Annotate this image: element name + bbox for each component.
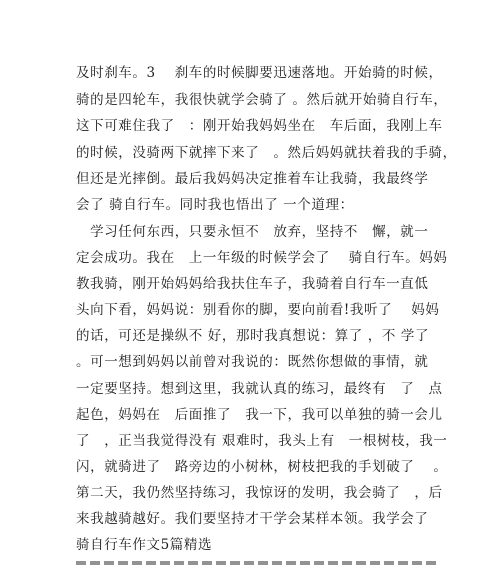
text-line: 。可一想到妈妈以前曾对我说的：既然你想做的事情，就 (76, 354, 429, 370)
text-line: 头向下看，妈妈说：别看你的脚，要向前看!我听了 妈妈 (76, 302, 440, 318)
text-line: 了 ，正当我觉得没有 艰难时，我头上有 一根树枝，我一 (76, 433, 448, 449)
text-line: 会了 骑自行车。同时我也悟出了 一个道理： (76, 197, 354, 213)
text-line: 闪，就骑进了 路旁边的小树林，树枝把我的手划破了 。 (76, 459, 448, 475)
text-line: 一定要坚持。想到这里，我就认真的练习，最终有 了 点 (76, 381, 443, 397)
text-line: 来我越骑越好。我们要坚持才干学会某样本领。我学会了 (76, 511, 429, 527)
text-line: 第二天，我仍然坚持练习，我惊讶的发明，我会骑了 ，后 (76, 485, 443, 501)
clipped-next-line (76, 558, 436, 566)
text-line: 学习任何东西，只要永恒不 放弃，坚持不 懈，就一 (76, 224, 429, 240)
text-line: 但还是光摔倒。最后我妈妈决定推着车让我骑，我最终学 (76, 171, 429, 187)
text-line: 定会成功。我在 上一年级的时候学会了 骑自行车。妈妈 (76, 250, 448, 266)
text-line: 骑的是四轮车，我很快就学会骑了 。然后就开始骑自行车， (76, 92, 448, 108)
text-line: 的时候，没骑两下就摔下来了 。然后妈妈就扶着我的手骑， (76, 145, 457, 161)
text-line: 起色，妈妈在 后面推了 我一下，我可以单独的骑一会儿 (76, 407, 443, 423)
text-line: 教我骑，刚开始妈妈给我扶住车子，我骑着自行车一直低 (76, 276, 429, 292)
text-line: 及时刹车。3 刹车的时候脚要迅速落地。开始骑的时候， (76, 65, 443, 81)
text-line: 的话，可还是操纵不 好，那时我真想说：算了 ，不 学了 (76, 328, 430, 344)
section-title: 骑自行车作文5篇精选 (76, 537, 213, 553)
text-line: 这下可难住我了 ：刚开始我妈妈坐在 车后面，我刚上车 (76, 118, 443, 134)
